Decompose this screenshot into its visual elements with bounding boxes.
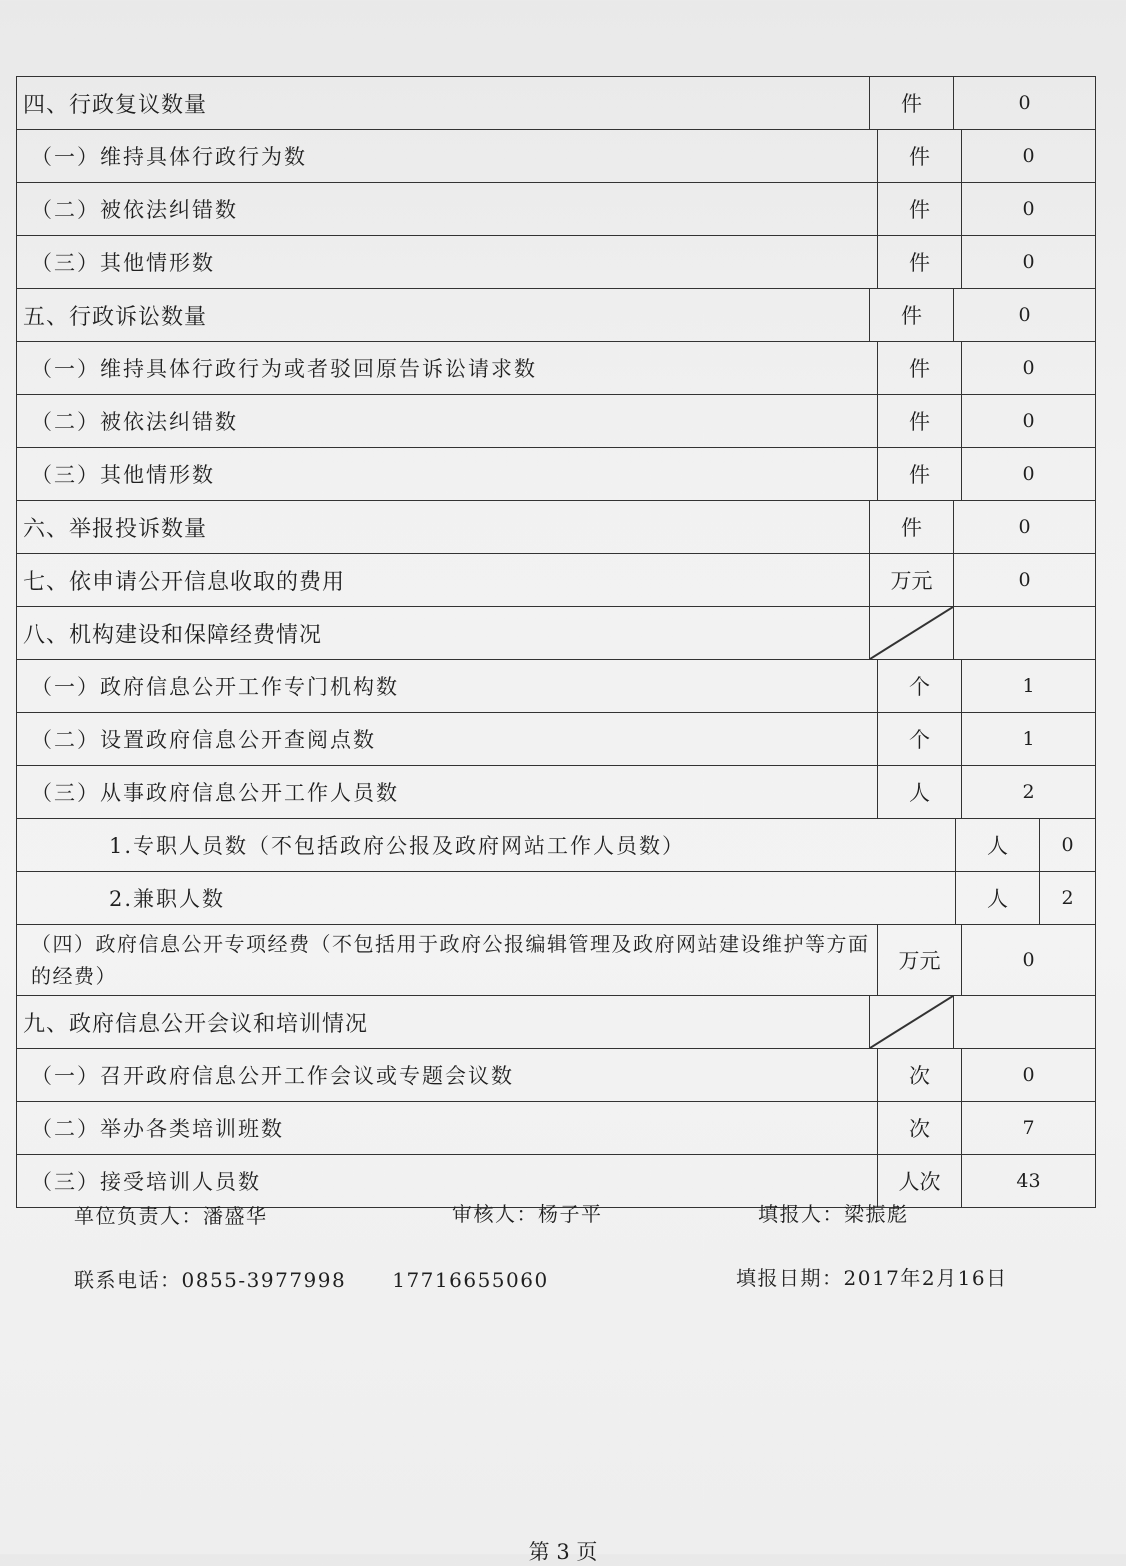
unit-cell: 件 [878,448,962,500]
date-label: 填报日期： [736,1266,844,1290]
table-row [16,713,1096,766]
value-cell: 0 [1022,949,1035,971]
page-number: 第 3 页 [528,1540,598,1564]
table-row [16,766,1096,819]
item-name-cell: 八、机构建设和保障经费情况 [17,607,870,659]
unit-head-name: 潘盛华 [203,1204,268,1228]
item-name-cell: （一）召开政府信息公开工作会议或专题会议数 [17,1049,878,1101]
item-name-cell: （二）被依法纠错数 [17,395,878,447]
table-row [16,1102,1096,1155]
unit-cell: 件 [870,289,954,341]
unit-cell: 件 [878,130,962,182]
value-cell: 7 [1022,1117,1035,1139]
value-cell: 0 [1022,357,1035,379]
value-cell: 1 [1022,728,1035,750]
unit-cell: 人 [956,872,1040,924]
table-row [16,395,1096,448]
unit-cell: 万元 [878,925,962,995]
unit-cell: 个 [878,713,962,765]
table-row [16,996,1096,1049]
contact-phone [74,1264,549,1293]
fill-date [736,1262,1008,1291]
unit-cell: 万元 [870,554,954,606]
value-cell: 43 [1016,1170,1041,1192]
item-name-cell: 九、政府信息公开会议和培训情况 [17,996,870,1048]
item-name-cell: （三）接受培训人员数 [17,1155,878,1207]
value-cell: 0 [1022,410,1035,432]
table-row [16,1049,1096,1102]
item-name-cell: （三）其他情形数 [17,236,878,288]
table-row [16,289,1096,342]
item-name-cell: （四）政府信息公开专项经费（不包括用于政府公报编辑管理及政府网站建设维护等方面的经费） [17,925,878,995]
unit-cell: 次 [878,1102,962,1154]
unit-cell: 人 [956,819,1040,871]
value-cell: 0 [1018,516,1031,538]
phone-label: 联系电话： [74,1268,182,1292]
item-name-cell: （三）其他情形数 [17,448,878,500]
unit-cell: 件 [870,501,954,553]
value-cell [954,607,1095,659]
table-row [16,554,1096,607]
value-cell: 2 [1061,887,1074,909]
phone-number-2: 17716655060 [392,1268,549,1292]
value-cell: 0 [1022,1064,1035,1086]
value-cell: 2 [1022,781,1035,803]
item-name-cell: 四、行政复议数量 [17,77,870,129]
unit-cell: 件 [878,342,962,394]
item-name-cell: （一）维持具体行政行为或者驳回原告诉讼请求数 [17,342,878,394]
item-name-cell: （二）设置政府信息公开查阅点数 [17,713,878,765]
unit-cell: 人 [878,766,962,818]
item-name-cell: （一）维持具体行政行为数 [17,130,878,182]
value-cell: 0 [1018,304,1031,326]
unit-cell: 件 [870,77,954,129]
item-name-cell: （二）举办各类培训班数 [17,1102,878,1154]
unit-head [74,1200,268,1229]
item-name-cell: （二）被依法纠错数 [17,183,878,235]
value-cell: 0 [1018,569,1031,591]
value-cell: 0 [1018,92,1031,114]
reviewer [452,1198,603,1227]
table-row [16,925,1096,996]
filler-name: 梁振彪 [844,1202,909,1226]
unit-cell: 件 [878,236,962,288]
item-name-cell: 七、依申请公开信息收取的费用 [17,554,870,606]
reviewer-name: 杨子平 [538,1202,603,1226]
item-name-cell: （一）政府信息公开工作专门机构数 [17,660,878,712]
value-cell: 0 [1022,251,1035,273]
value-cell: 0 [1022,463,1035,485]
reviewer-label: 审核人： [452,1202,538,1226]
diagonal-slash-cell [870,996,954,1048]
item-name-cell: 六、举报投诉数量 [17,501,870,553]
filler [758,1198,909,1227]
item-name-cell: 1.专职人员数（不包括政府公报及政府网站工作人员数） [17,819,956,871]
filler-label: 填报人： [758,1202,844,1226]
diagonal-line [870,996,953,1048]
unit-cell: 个 [878,660,962,712]
item-name-cell: 五、行政诉讼数量 [17,289,870,341]
value-cell: 0 [1022,145,1035,167]
table-row [16,872,1096,925]
table-row [16,448,1096,501]
table-row [16,76,1096,130]
value-cell: 0 [1022,198,1035,220]
item-name-cell: （三）从事政府信息公开工作人员数 [17,766,878,818]
unit-cell: 人次 [878,1155,962,1207]
item-name-cell: 2.兼职人数 [17,872,956,924]
table-row [16,819,1096,872]
table-row [16,501,1096,554]
phone-number-1: 0855-3977998 [181,1268,347,1292]
value-cell [954,996,1095,1048]
value-cell: 1 [1022,675,1035,697]
table-row [16,236,1096,289]
value-cell: 0 [1061,834,1074,856]
unit-head-label: 单位负责人： [74,1204,203,1228]
date-value: 2017年2月16日 [843,1266,1008,1290]
table-row [16,130,1096,183]
table-row [16,660,1096,713]
unit-cell: 件 [878,183,962,235]
table-row [16,607,1096,660]
diagonal-slash-cell [870,607,954,659]
diagonal-line [870,607,953,659]
table-row [16,342,1096,395]
table-row [16,183,1096,236]
unit-cell: 件 [878,395,962,447]
statistics-table [16,76,1096,1208]
unit-cell: 次 [878,1049,962,1101]
